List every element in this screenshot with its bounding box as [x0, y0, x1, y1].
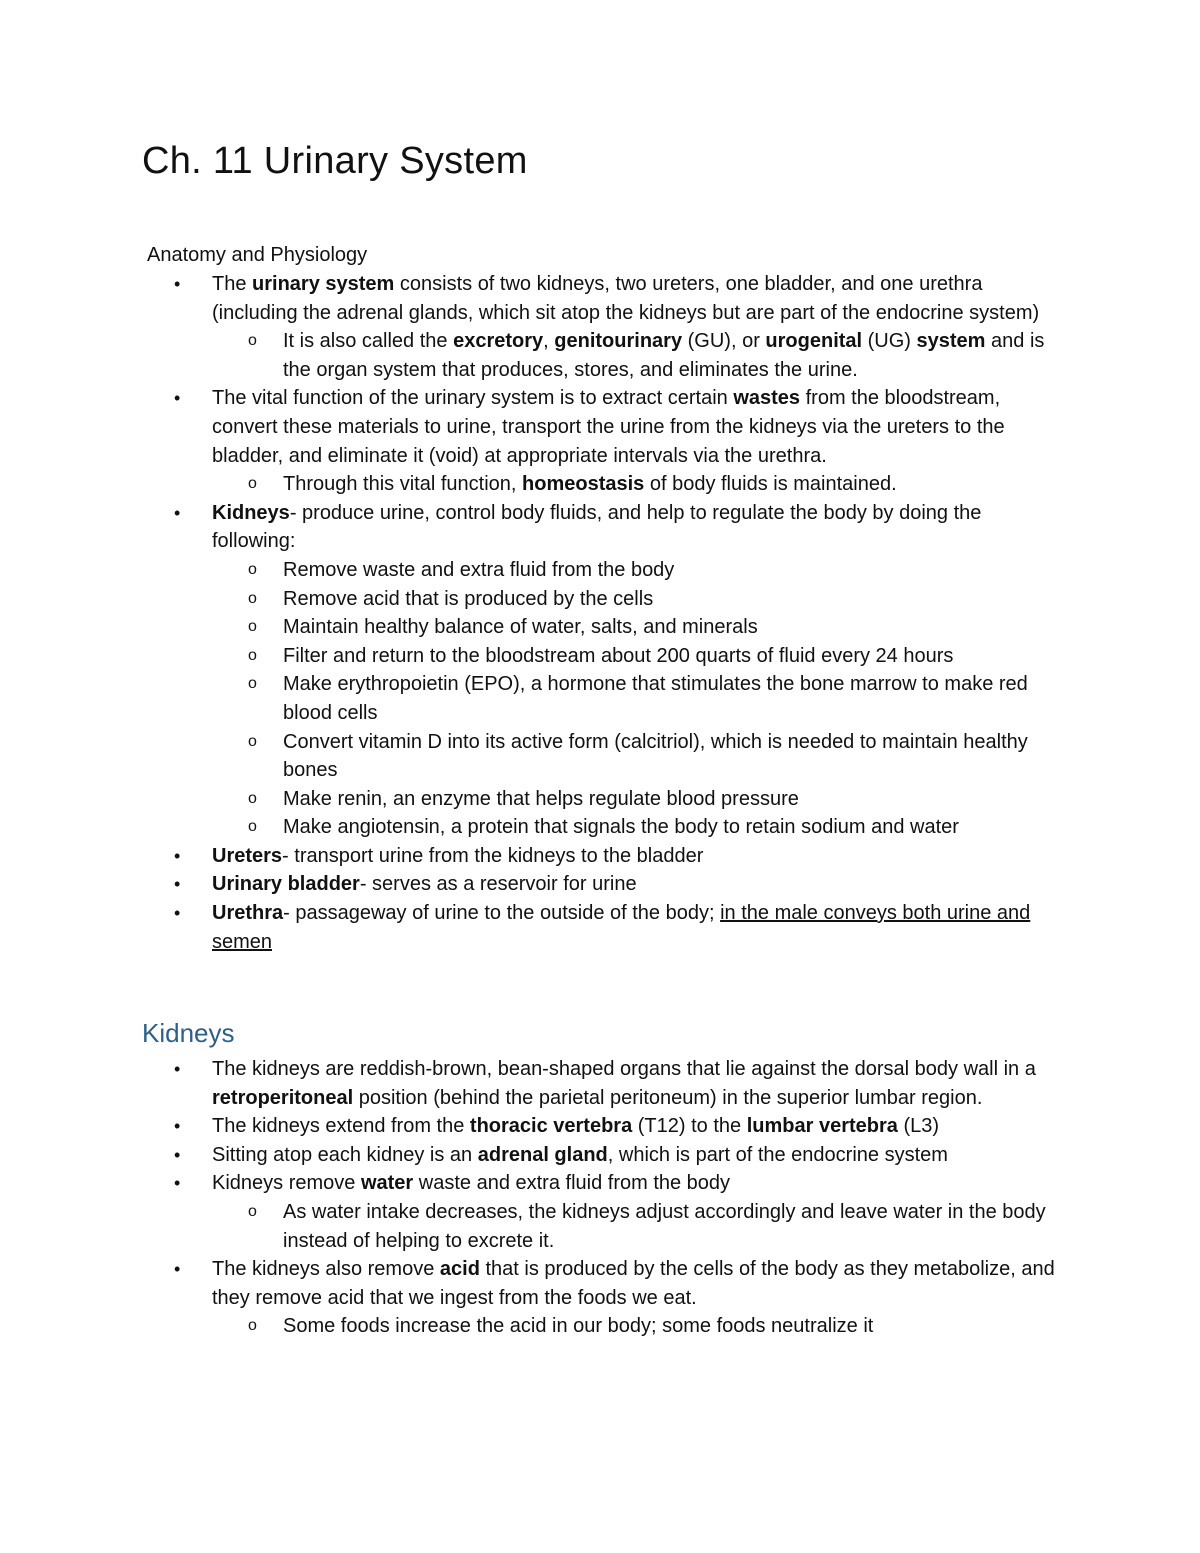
- text-run: position (behind the parietal peritoneum) in the superior lumbar region.: [353, 1086, 983, 1109]
- text-run: Sitting atop each kidney is an: [212, 1143, 478, 1166]
- bold-term: excretory: [453, 330, 544, 353]
- text-run: The kidneys are reddish-brown, bean-shaped organs that lie against the dorsal body wall in a: [212, 1058, 1036, 1080]
- sub-list-item: [212, 728, 1060, 785]
- text-run: Convert vitamin D into its active form (calcitriol), which is needed to maintain healthy bones: [283, 730, 1028, 782]
- text-run: - produce urine, control body fluids, and help to regulate the body by doing the following:: [212, 501, 982, 553]
- sub-bullet-icon: o: [248, 589, 257, 607]
- list-item: [0, 1055, 1200, 1112]
- text-run: Filter and return to the bloodstream about 200 quarts of fluid every 24 hours: [283, 644, 954, 667]
- bullet-icon: •: [174, 1259, 181, 1280]
- section-heading-kidneys: Kidneys: [142, 1018, 235, 1048]
- bullet-icon: •: [174, 903, 181, 924]
- bold-term: retroperitoneal: [212, 1086, 354, 1109]
- bullet-icon: •: [174, 1144, 181, 1165]
- sub-list-item: [212, 785, 1060, 814]
- bold-term: system: [916, 330, 986, 353]
- bold-term: adrenal gland: [477, 1143, 608, 1166]
- list-item: [0, 1141, 1200, 1170]
- text-run: (T12) to the: [632, 1115, 747, 1138]
- bullet-icon: •: [174, 1116, 181, 1137]
- page-title: Ch. 11 Urinary System: [142, 140, 528, 182]
- text-run: - passageway of urine to the outside of the body;: [283, 902, 721, 925]
- list-item: [0, 899, 1200, 956]
- text-run: consists of two kidneys, two ureters, one bladder, and one urethra (including the adrenal glands, which sit atop the kidneys but are part of the endocrine system): [212, 273, 1040, 324]
- text-run: ,: [543, 330, 555, 353]
- bullet-icon: •: [174, 874, 181, 895]
- text-run: The vital function of the urinary system is to extract certain: [212, 387, 734, 410]
- text-run: The kidneys extend from the: [212, 1115, 470, 1138]
- text-run: Through this vital function,: [283, 473, 523, 496]
- list-item: [0, 499, 1200, 842]
- text-run: Some foods increase the acid in our body; some foods neutralize it: [283, 1315, 874, 1338]
- sub-list: [212, 556, 1060, 842]
- text-run: (L3): [897, 1115, 940, 1138]
- sub-bullet-icon: o: [248, 560, 257, 578]
- text-run: The kidneys also remove: [212, 1258, 440, 1281]
- bold-term: genitourinary: [554, 330, 683, 353]
- sub-bullet-icon: o: [248, 332, 257, 350]
- kidneys-bullet-list: [0, 1055, 1200, 1341]
- text-run: - serves as a reservoir for urine: [359, 873, 637, 896]
- sub-bullet-icon: o: [248, 732, 257, 750]
- sub-bullet-icon: o: [248, 675, 257, 693]
- bold-term: homeostasis: [522, 473, 645, 496]
- sub-bullet-icon: o: [248, 475, 257, 493]
- list-item: [0, 1169, 1200, 1255]
- bold-term: urogenital: [765, 330, 863, 353]
- list-item: [0, 842, 1200, 871]
- sub-list: [212, 1312, 1060, 1341]
- list-item: [0, 1255, 1200, 1341]
- bold-term: urinary system: [252, 273, 395, 295]
- bullet-icon: •: [174, 1059, 181, 1079]
- bold-term: lumbar vertebra: [746, 1115, 898, 1138]
- sub-list-item: [212, 327, 1060, 384]
- list-item: [0, 270, 1200, 384]
- bullet-icon: •: [174, 845, 181, 866]
- bold-term: Ureters: [212, 844, 283, 867]
- bullet-icon: •: [174, 1173, 181, 1194]
- text-run: (GU), or: [682, 330, 766, 353]
- sub-list-item: [212, 670, 1060, 727]
- list-item: [0, 1112, 1200, 1141]
- sub-list-item: [212, 556, 1060, 585]
- text-run: and is the organ system that produces, stores, and eliminates the urine.: [283, 330, 1045, 381]
- sub-bullet-icon: o: [248, 646, 257, 664]
- text-run: Kidneys remove: [212, 1172, 361, 1195]
- text-run: (UG): [862, 330, 917, 353]
- sub-list-item: [212, 613, 1060, 642]
- text-run: It is also called the: [283, 330, 454, 353]
- text-run: waste and extra fluid from the body: [413, 1172, 731, 1195]
- sub-list: [212, 470, 1060, 499]
- text-run: - transport urine from the kidneys to the bladder: [282, 844, 704, 867]
- sub-bullet-icon: o: [248, 1317, 257, 1335]
- sub-list-item: [212, 470, 1060, 499]
- sub-list-item: [212, 1198, 1060, 1255]
- bold-term: Urinary bladder: [212, 873, 360, 896]
- sub-list-item: [212, 1312, 1060, 1341]
- sub-bullet-icon: o: [248, 789, 257, 807]
- list-item: [0, 870, 1200, 899]
- list-item: [0, 384, 1200, 498]
- sub-bullet-icon: o: [248, 618, 257, 636]
- sub-list-item: [212, 642, 1060, 671]
- bold-term: water: [360, 1172, 414, 1195]
- sub-list-item: [212, 813, 1060, 842]
- sub-bullet-icon: o: [248, 1202, 257, 1220]
- bold-term: wastes: [733, 387, 801, 410]
- text-run: that is produced by the cells of the body as they metabolize, and they remove acid that we ingest from the foods we eat.: [212, 1258, 1055, 1309]
- bold-term: thoracic vertebra: [469, 1115, 633, 1138]
- underlined-text: in the male conveys both urine and semen: [212, 902, 1031, 953]
- text-run: Make erythropoietin (EPO), a hormone that stimulates the bone marrow to make red blood cells: [283, 673, 1028, 724]
- sub-bullet-icon: o: [248, 818, 257, 836]
- text-run: Remove acid that is produced by the cells: [283, 587, 654, 610]
- bold-term: Kidneys: [212, 501, 290, 524]
- text-run: , which is part of the endocrine system: [607, 1143, 948, 1166]
- text-run: of body fluids is maintained.: [644, 473, 897, 496]
- text-run: Remove waste and extra fluid from the body: [283, 558, 675, 581]
- bold-term: acid: [439, 1258, 480, 1281]
- bold-term: Urethra: [212, 902, 284, 925]
- text-run: The: [212, 273, 253, 295]
- bullet-icon: •: [174, 388, 181, 409]
- text-run: As water intake decreases, the kidneys adjust accordingly and leave water in the body instead of helping to excrete it.: [283, 1200, 1046, 1252]
- sub-list: [212, 1198, 1060, 1255]
- bullet-icon: •: [174, 502, 181, 523]
- anatomy-bullet-list: [0, 270, 1200, 956]
- sub-list: [212, 327, 1060, 384]
- text-run: Maintain healthy balance of water, salts, and minerals: [283, 616, 758, 639]
- sub-list-item: [212, 585, 1060, 614]
- text-run: Make angiotensin, a protein that signals the body to retain sodium and water: [283, 816, 959, 839]
- bullet-icon: •: [174, 274, 181, 294]
- section-label-anatomy: Anatomy and Physiology: [147, 244, 368, 266]
- text-run: from the bloodstream, convert these materials to urine, transport the urine from the kidneys via the ureters to the bladder, and eliminate it (void) at appropriate intervals via the urethra.: [212, 387, 1005, 467]
- text-run: Make renin, an enzyme that helps regulate blood pressure: [283, 787, 799, 810]
